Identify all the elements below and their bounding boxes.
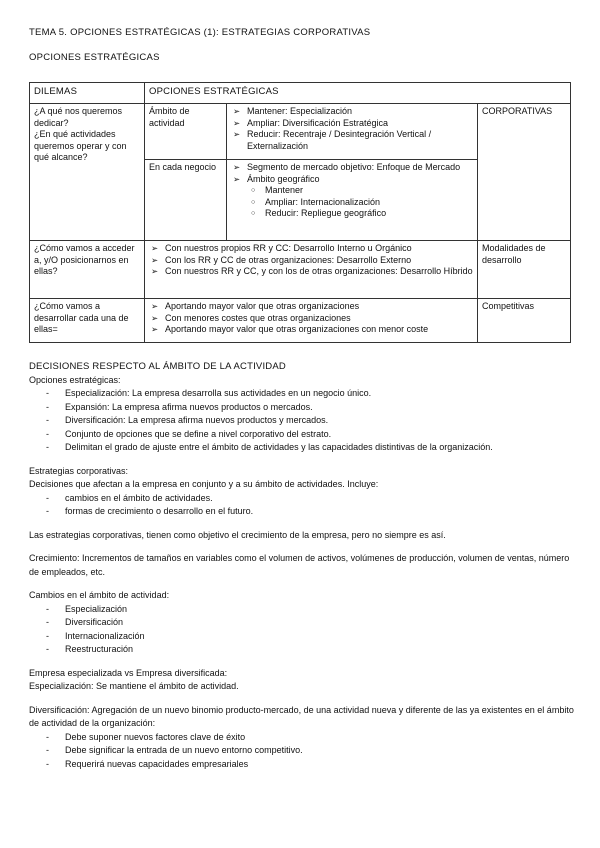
list-item: - cambios en el ámbito de actividades. <box>29 492 574 506</box>
list-item: - Debe suponer nuevos factores clave de éxito <box>29 731 574 745</box>
list-item: ➢ Reducir: Recentraje / Desintegración Vertical / Externalización <box>231 129 473 152</box>
list-item: - Requerirá nuevas capacidades empresariales <box>29 758 574 772</box>
table-header-row <box>30 83 571 104</box>
sub-label-ambito: Ámbito de actividad <box>145 104 227 160</box>
header-opciones: OPCIONES ESTRATÉGICAS <box>145 83 571 104</box>
paragraph-especializacion: Especialización: Se mantiene el ámbito de actividad. <box>29 681 239 691</box>
list-item: - Debe significar la entrada de un nuevo entorno competitivo. <box>29 744 574 758</box>
list-item: ➢ Ampliar: Diversificación Estratégica <box>231 118 473 130</box>
list-item: ➢ Con nuestros RR y CC, y con los de otras organizaciones: Desarrollo Híbrido <box>149 266 473 278</box>
list-item: - Conjunto de opciones que se define a nivel corporativo del estrato. <box>29 428 574 442</box>
list-item: ➢ Aportando mayor valor que otras organizaciones <box>149 301 473 313</box>
opciones-list <box>29 387 574 455</box>
body-text <box>29 360 574 771</box>
decisiones-list <box>29 492 574 519</box>
header-dilemas: DILEMAS <box>30 83 145 104</box>
opciones-label: Opciones estratégicas: <box>29 374 121 385</box>
acceso-options <box>145 241 478 299</box>
table-row-1a <box>30 104 571 160</box>
list-item: - formas de crecimiento o desarrollo en el futuro. <box>29 505 574 519</box>
page-header <box>29 27 574 63</box>
list-item: - Especialización: La empresa desarrolla sus actividades en un negocio único. <box>29 387 574 401</box>
sub-label-negocio: En cada negocio <box>145 160 227 241</box>
dilema-3: ¿Cómo vamos a desarrollar cada una de ellas= <box>30 299 145 343</box>
heading-ambito: DECISIONES RESPECTO AL ÁMBITO DE LA ACTIVIDAD <box>29 361 286 372</box>
paragraph-crecimiento: Crecimiento: Incrementos de tamaños en variables como el volumen de activos, volúmenes de producción, volumen de ventas, número de empleados, etc. <box>29 553 570 577</box>
list-item: - Reestructuración <box>29 643 574 657</box>
page-title: TEMA 5. OPCIONES ESTRATÉGICAS (1): ESTRATEGIAS CORPORATIVAS <box>29 27 371 38</box>
list-item: ➢ Con menores costes que otras organizaciones <box>149 313 473 325</box>
list-item: - Internacionalización <box>29 630 574 644</box>
heading-estrategias: Estrategias corporativas: <box>29 465 129 476</box>
table-row-2 <box>30 241 571 299</box>
dilema-2: ¿Cómo vamos a acceder a, y/O posicionarnos en ellas? <box>30 241 145 299</box>
strategic-options-table <box>29 82 571 343</box>
list-item: ○ Mantener <box>231 185 473 197</box>
list-item: ➢ Con nuestros propios RR y CC: Desarrollo Interno u Orgánico <box>149 243 473 255</box>
list-item: - Delimitan el grado de ajuste entre el ámbito de actividades y las capacidades distintivas de la organización. <box>29 441 574 455</box>
list-item: - Expansión: La empresa afirma nuevos productos o mercados. <box>29 401 574 415</box>
type-modalidades: Modalidades de desarrollo <box>478 241 571 299</box>
list-item: - Diversificación <box>29 616 574 630</box>
list-item: ➢ Aportando mayor valor que otras organizaciones con menor coste <box>149 324 473 336</box>
list-item: ○ Ampliar: Internacionalización <box>231 197 473 209</box>
section-subtitle: OPCIONES ESTRATÉGICAS <box>29 51 160 63</box>
dilema-1: ¿A qué nos queremos dedicar? ¿En qué actividades queremos operar y con qué alcance? <box>30 104 145 241</box>
paragraph-objetivo: Las estrategias corporativas, tienen como objetivo el crecimiento de la empresa, pero no siempre es así. <box>29 529 446 540</box>
ambito-options <box>227 104 478 160</box>
paragraph-decisiones: Decisiones que afectan a la empresa en conjunto y a su ámbito de actividades. Incluye: <box>29 479 379 489</box>
paragraph-diversificacion: Diversificación: Agregación de un nuevo binomio producto-mercado, de una actividad nueva y diferente de las ya existentes en el ámbito de actividad de la organización: <box>29 704 574 728</box>
type-corporativas: CORPORATIVAS <box>478 104 571 241</box>
list-item: - Diversificación: La empresa afirma nuevos productos y mercados. <box>29 414 574 428</box>
heading-cambios: Cambios en el ámbito de actividad: <box>29 590 170 600</box>
list-item: - Especialización <box>29 603 574 617</box>
list-item: ➢ Mantener: Especialización <box>231 106 473 118</box>
cambios-list <box>29 603 574 657</box>
list-item: ➢ Ámbito geográfico <box>231 174 473 186</box>
competitivas-options <box>145 299 478 343</box>
list-item: ➢ Con los RR y CC de otras organizaciones: Desarrollo Externo <box>149 255 473 267</box>
table-row-3 <box>30 299 571 343</box>
list-item: ➢ Segmento de mercado objetivo: Enfoque de Mercado <box>231 162 473 174</box>
type-competitivas: Competitivas <box>478 299 571 343</box>
negocio-options <box>227 160 478 241</box>
list-item: ○ Reducir: Repliegue geográfico <box>231 208 473 220</box>
diversificacion-list <box>29 731 574 772</box>
heading-especializada: Empresa especializada vs Empresa diversificada: <box>29 667 228 678</box>
